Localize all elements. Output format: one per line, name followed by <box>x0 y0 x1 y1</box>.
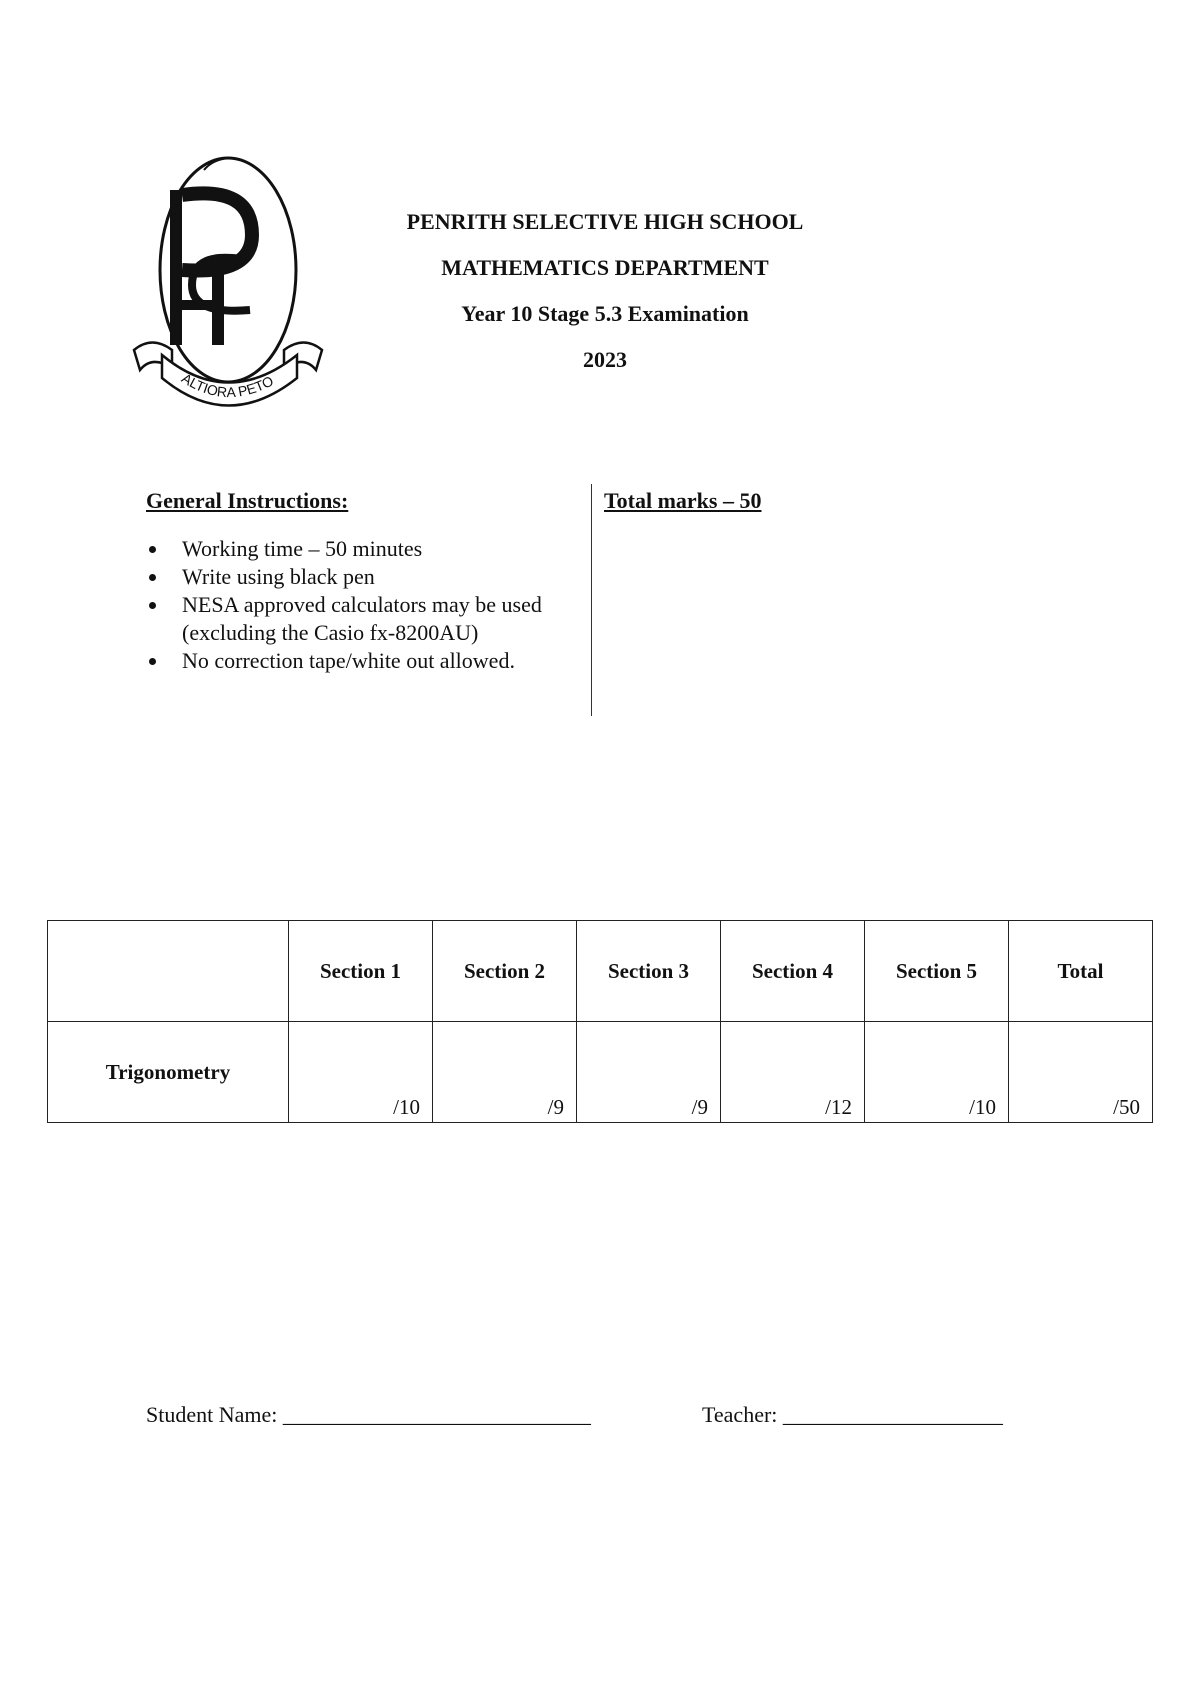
school-crest-logo <box>132 150 332 420</box>
table-header-section-1: Section 1 <box>289 921 433 1022</box>
table-header-section-3: Section 3 <box>577 921 721 1022</box>
table-header-row <box>48 921 1153 1022</box>
crest-motto: ALTIORA PETO <box>178 369 277 401</box>
instruction-item: No correction tape/white out allowed. <box>146 647 586 675</box>
mark-cell-section-5[interactable] <box>865 1022 1009 1123</box>
mark-cell-section-2[interactable] <box>433 1022 577 1123</box>
max-mark: /10 <box>393 1095 420 1119</box>
instruction-item: NESA approved calculators may be used (excluding the Casio fx-8200AU) <box>146 591 586 647</box>
mark-cell-section-4[interactable] <box>721 1022 865 1123</box>
marks-table <box>47 920 1153 1123</box>
max-mark: /9 <box>547 1095 564 1119</box>
instruction-item: Working time – 50 minutes <box>146 535 586 563</box>
footer <box>146 1402 1046 1428</box>
row-label-trigonometry: Trigonometry <box>48 1022 289 1123</box>
max-mark: /9 <box>691 1095 708 1119</box>
mark-cell-section-3[interactable] <box>577 1022 721 1123</box>
table-header-section-2: Section 2 <box>433 921 577 1022</box>
instructions-list <box>146 535 586 675</box>
total-marks: Total marks – 50 <box>604 488 762 513</box>
table-header-section-4: Section 4 <box>721 921 865 1022</box>
exam-title: Year 10 Stage 5.3 Examination <box>461 301 749 326</box>
general-instructions <box>146 487 586 675</box>
exam-year: 2023 <box>583 347 627 372</box>
table-header-blank <box>48 921 289 1022</box>
table-row <box>48 1022 1153 1123</box>
teacher-field[interactable]: Teacher: ____________________ <box>702 1402 1003 1427</box>
table-header-total: Total <box>1009 921 1153 1022</box>
mark-cell-total[interactable] <box>1009 1022 1153 1123</box>
school-name: PENRITH SELECTIVE HIGH SCHOOL <box>406 209 804 234</box>
instructions-heading: General Instructions: <box>146 488 349 513</box>
column-divider <box>591 484 592 716</box>
student-name-field[interactable]: Student Name: ____________________________ <box>146 1402 591 1427</box>
max-mark: /12 <box>825 1095 852 1119</box>
instruction-item: Write using black pen <box>146 563 586 591</box>
table-header-section-5: Section 5 <box>865 921 1009 1022</box>
max-mark: /50 <box>1113 1095 1140 1119</box>
department-name: MATHEMATICS DEPARTMENT <box>441 255 769 280</box>
mark-cell-section-1[interactable] <box>289 1022 433 1123</box>
exam-header <box>330 205 880 389</box>
max-mark: /10 <box>969 1095 996 1119</box>
